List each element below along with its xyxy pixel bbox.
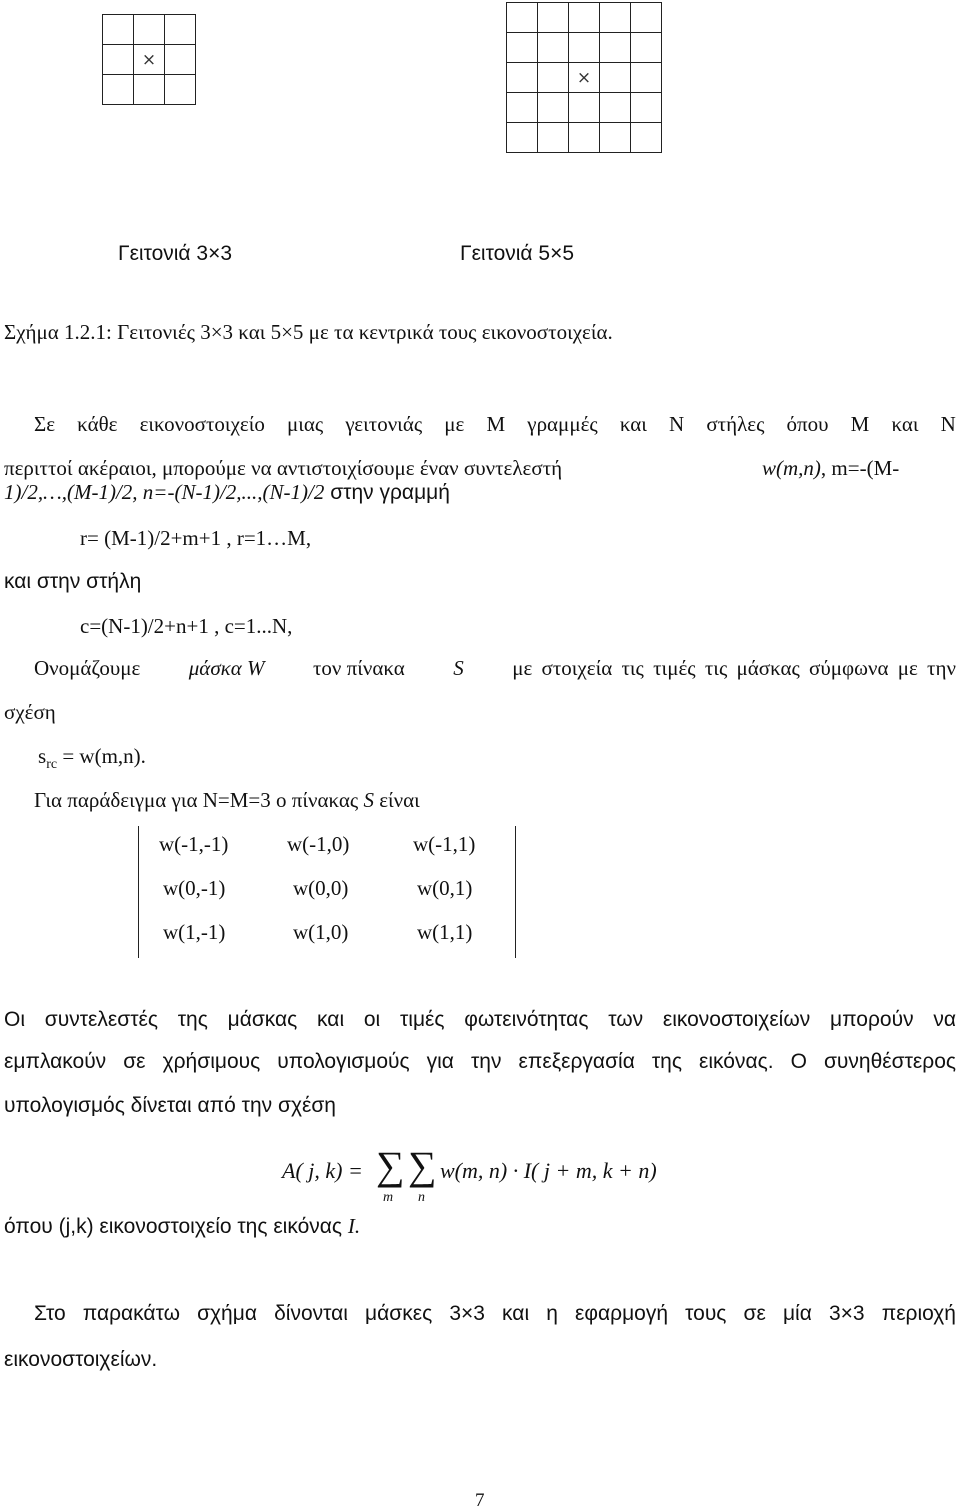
line-column: και στην στήλη xyxy=(4,570,142,593)
matrix-s xyxy=(138,826,516,958)
mask-term: μάσκα W xyxy=(188,656,265,680)
paragraph4-line1: Στο παρακάτω σχήμα δίνονται μάσκες 3×3 και η εφαρμογή τους σε μία 3×3 περιοχή xyxy=(34,1302,956,1325)
paragraph1-line2: περιττοί ακέραιοι, μπορούμε να αντιστοιχίσουμε έναν συντελεστή xyxy=(4,456,563,480)
where-line: όπου (j,k) εικονοστοιχείο της εικόνας I. xyxy=(4,1214,361,1238)
sum-index-m: m xyxy=(383,1190,394,1205)
paragraph1-line2-tail: w(m,n), m=-(M- xyxy=(762,456,900,480)
center-pixel-mark: × xyxy=(569,63,600,93)
example-line: Για παράδειγμα για N=M=3 ο πίνακας S είναι xyxy=(34,788,420,812)
center-pixel-mark: × xyxy=(134,45,165,75)
matrix-cell: w(1,1) xyxy=(417,920,473,944)
grid-5x5-table xyxy=(506,2,662,153)
figure-caption: Σχήμα 1.2.1: Γειτονιές 3×3 και 5×5 με τα κεντρικά τους εικονοστοιχεία. xyxy=(4,320,613,344)
matrix-cell: w(0,0) xyxy=(293,876,349,900)
equation-r: r= (M-1)/2+m+1 , r=1…M, xyxy=(80,526,312,550)
sum-symbol-n: ∑ xyxy=(408,1143,437,1188)
formula-rhs: w(m, n) · I( j + m, k + n) xyxy=(440,1158,657,1183)
matrix-cell: w(-1,1) xyxy=(413,832,476,856)
grid-3x3-table xyxy=(102,14,196,105)
matrix-cell: w(-1,0) xyxy=(287,832,350,856)
formula-lhs: A( j, k) = xyxy=(282,1158,363,1183)
paragraph3-line1: Οι συντελεστές της μάσκας και οι τιμές φωτεινότητας των εικονοστοιχείων μπορούν να xyxy=(4,1008,956,1031)
figure-label-3x3: Γειτονιά 3×3 xyxy=(118,242,233,265)
paragraph2-line1: Ονομάζουμε μάσκα W τον πίνακα S με στοιχεία τις τιμές τις μάσκας σύμφωνα με την xyxy=(34,656,956,680)
paragraph1-line1: Σε κάθε εικονοστοιχείο μιας γειτονιάς με M γραμμές και N στήλες όπου M και N xyxy=(34,412,956,436)
coefficient-w: w(m,n) xyxy=(762,456,821,480)
grid-3x3 xyxy=(102,14,196,105)
matrix-cell: w(1,-1) xyxy=(163,920,226,944)
matrix-cell: w(0,-1) xyxy=(163,876,226,900)
matrix-cell: w(-1,-1) xyxy=(159,832,229,856)
paragraph2-line2: σχέση xyxy=(4,700,56,724)
paragraph3-line2: εμπλακούν σε χρήσιμους υπολογισμούς για την επεξεργασία της εικόνας. Ο συνηθέστερος xyxy=(4,1050,956,1073)
equation-c: c=(N-1)/2+n+1 , c=1...N, xyxy=(80,614,293,638)
matrix-cell: w(1,0) xyxy=(293,920,349,944)
paragraph4-line2: εικονοστοιχείων. xyxy=(4,1348,158,1371)
paragraph3-line3: υπολογισμός δίνεται από την σχέση xyxy=(4,1094,336,1117)
figure-label-5x5: Γειτονιά 5×5 xyxy=(460,242,575,265)
sum-index-n: n xyxy=(418,1190,425,1205)
sum-symbol-m: ∑ xyxy=(376,1143,405,1188)
page-number: 7 xyxy=(475,1490,485,1511)
paragraph1-line3: 1)/2,…,(M-1)/2, n=-(N-1)/2,...,(N-1)/2 στην γραμμή xyxy=(4,480,450,504)
equation-s: $s_{rc} = w(m,n)$. xyxy=(38,744,146,773)
matrix-cell: w(0,1) xyxy=(417,876,473,900)
grid-5x5 xyxy=(506,2,662,153)
